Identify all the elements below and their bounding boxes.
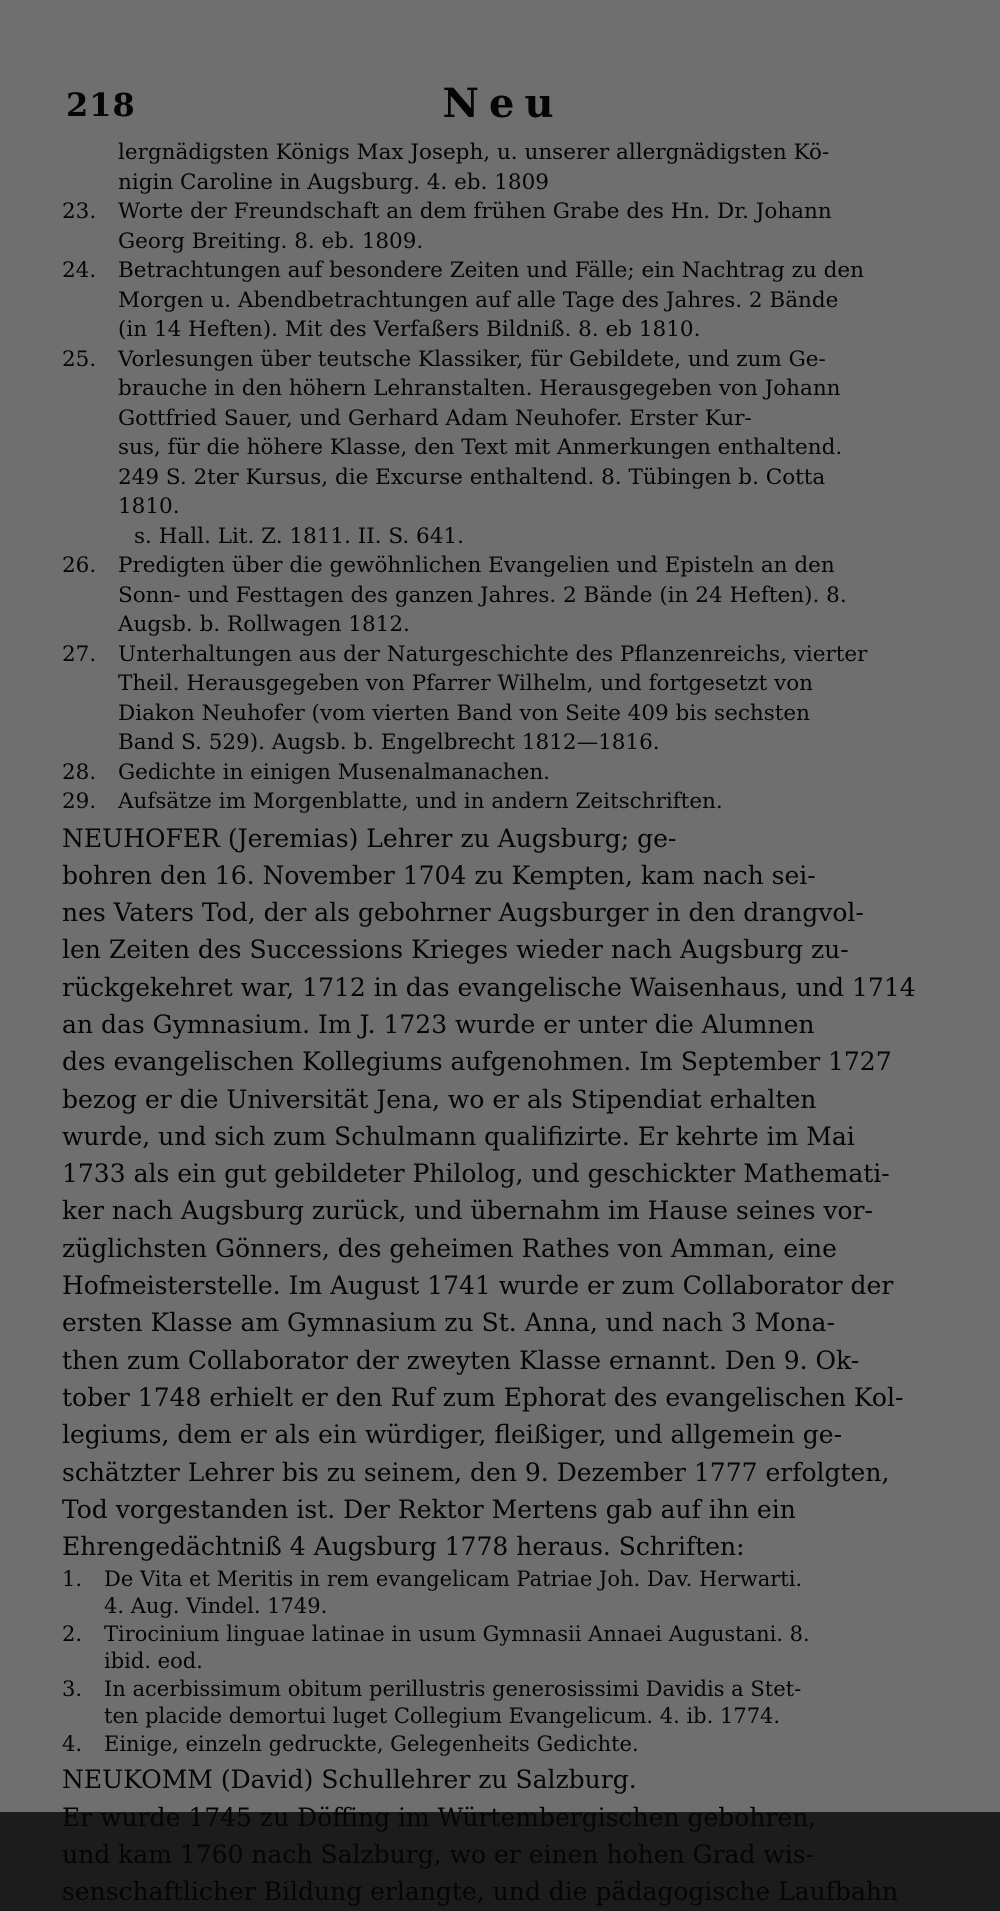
text-line: züglichsten Gönners, des geheimen Rathes von Amman, eine xyxy=(62,1233,837,1263)
text-line: Predigten über die gewöhnlichen Evangelien und Episteln an den xyxy=(118,553,835,578)
text-line: Band S. 529). Augsb. b. Engelbrecht 1812—1816. xyxy=(118,730,660,755)
text-line: Tod vorgestanden ist. Der Rektor Mertens gab auf ihn ein xyxy=(62,1494,796,1524)
text-line: lergnädigsten Königs Max Joseph, u. unserer allergnädigsten Kö- xyxy=(118,140,830,165)
text-line: Hofmeisterstelle. Im August 1741 wurde er zum Collaborator der xyxy=(62,1271,894,1301)
writing-item xyxy=(62,1676,956,1730)
text-line: ker nach Augsburg zurück, und übernahm im Hause seines vor- xyxy=(62,1196,873,1226)
text-line: Worte der Freundschaft an dem frühen Grabe des Hn. Dr. Johann xyxy=(118,199,832,224)
item-number: 4. xyxy=(62,1732,83,1757)
text-line: Sonn- und Festtagen des ganzen Jahres. 2 Bände (in 24 Heften). 8. xyxy=(118,582,847,608)
text-line: Einige, einzeln gedruckte, Gelegenheits Gedichte. xyxy=(104,1732,639,1757)
text-line: nigin Caroline in Augsburg. 4. eb. 1809 xyxy=(118,169,549,195)
text-line: sus, für die höhere Klasse, den Text mit Anmerkungen enthaltend. xyxy=(118,435,843,460)
text-line: 1733 als ein gut gebildeter Philolog, und geschickter Mathemati- xyxy=(62,1159,890,1189)
item-number: 2. xyxy=(62,1622,83,1647)
running-head: Neu xyxy=(442,80,564,127)
text-line: len Zeiten des Successions Krieges wieder nach Augsburg zu- xyxy=(62,935,849,965)
list-item-continuation xyxy=(62,138,956,197)
biography-neukomm xyxy=(62,1761,956,1910)
text-line: Vorlesungen über teutsche Klassiker, für Gebildete, und zum Ge- xyxy=(118,346,826,372)
text-line: schätzter Lehrer bis zu seinem, den 9. Dezember 1777 erfolgten, xyxy=(62,1457,890,1487)
text-line: then zum Collaborator der zweyten Klasse ernannt. Den 9. Ok- xyxy=(62,1345,860,1375)
item-number: 24. xyxy=(62,258,97,283)
text-line: an das Gymnasium. Im J. 1723 wurde er unter die Alumnen xyxy=(62,1009,815,1039)
text-line: des evangelischen Kollegiums aufgenohmen. Im September 1727 xyxy=(62,1047,892,1077)
list-item xyxy=(62,640,956,758)
page-number: 218 xyxy=(66,86,136,124)
item-number: 27. xyxy=(62,641,97,667)
text-line: nes Vaters Tod, der als gebohrner Augsburger in den drangvol- xyxy=(62,898,864,928)
text-line: tober 1748 erhielt er den Ruf zum Ephorat des evangelischen Kol- xyxy=(62,1382,904,1412)
item-number: 26. xyxy=(62,553,97,578)
text-line: 249 S. 2ter Kursus, die Excurse enthaltend. 8. Tübingen b. Cotta xyxy=(118,464,826,490)
text-line: In acerbissimum obitum perillustris generosissimi Davidis a Stet- xyxy=(104,1677,802,1702)
text-line: bohren den 16. November 1704 zu Kempten, kam nach sei- xyxy=(62,860,816,890)
text-line: Theil. Herausgegeben von Pfarrer Wilhelm, und fortgesetzt von xyxy=(118,671,814,696)
item-number: 28. xyxy=(62,759,97,785)
list-item xyxy=(62,787,956,817)
text-line: NEUHOFER (Jeremias) Lehrer zu Augsburg; ge- xyxy=(62,823,677,853)
body-text xyxy=(62,138,956,1911)
item-number: 1. xyxy=(62,1567,83,1592)
text-line: Unterhaltungen aus der Naturgeschichte des Pflanzenreichs, vierter xyxy=(118,641,868,667)
text-line: Aufsätze im Morgenblatte, und in andern Zeitschriften. xyxy=(118,789,723,814)
text-line: ten placide demortui luget Collegium Evangelicum. 4. ib. 1774. xyxy=(104,1704,781,1729)
item-number: 3. xyxy=(62,1677,83,1702)
item-number: 23. xyxy=(62,199,97,224)
review-reference: s. Hall. Lit. Z. 1811. II. S. 641. xyxy=(134,523,464,549)
item-number: 25. xyxy=(62,346,97,372)
writing-item xyxy=(62,1621,956,1675)
text-line: legiums, dem er als ein würdiger, fleißiger, und allgemein ge- xyxy=(62,1420,843,1450)
text-line: ibid. eod. xyxy=(104,1649,203,1674)
biography-neuhofer xyxy=(62,820,956,1566)
text-line: Ehrengedächtniß 4 Augsburg 1778 heraus. Schriften: xyxy=(62,1532,745,1562)
list-item xyxy=(62,197,956,256)
page-header xyxy=(66,80,940,136)
text-line: Tirocinium linguae latinae in usum Gymnasii Annaei Augustani. 8. xyxy=(104,1622,810,1647)
text-line: NEUKOMM (David) Schullehrer zu Salzburg. xyxy=(62,1765,637,1795)
text-line: Betrachtungen auf besondere Zeiten und Fälle; ein Nachtrag zu den xyxy=(118,258,864,283)
text-line: Gedichte in einigen Musenalmanachen. xyxy=(118,759,550,785)
list-item xyxy=(62,551,956,640)
text-line: De Vita et Meritis in rem evangelicam Patriae Joh. Dav. Herwarti. xyxy=(104,1567,803,1592)
text-line: und kam 1760 nach Salzburg, wo er einen hohen Grad wis- xyxy=(62,1840,815,1870)
writing-item xyxy=(62,1566,956,1620)
list-item xyxy=(62,256,956,345)
text-line: 4. Aug. Vindel. 1749. xyxy=(104,1594,328,1619)
text-line: Georg Breiting. 8. eb. 1809. xyxy=(118,228,424,254)
text-line: Morgen u. Abendbetrachtungen auf alle Tage des Jahres. 2 Bände xyxy=(118,287,839,313)
text-line: senschaftlicher Bildung erlangte, und die pädagogische Laufbahn xyxy=(62,1877,899,1907)
text-line: Augsb. b. Rollwagen 1812. xyxy=(118,612,410,637)
text-line: ersten Klasse am Gymnasium zu St. Anna, und nach 3 Mona- xyxy=(62,1308,835,1338)
text-line: Gottfried Sauer, und Gerhard Adam Neuhofer. Erster Kur- xyxy=(118,405,752,431)
text-line: 1810. xyxy=(118,494,180,519)
writing-item xyxy=(62,1731,956,1758)
text-line: Diakon Neuhofer (vom vierten Band von Seite 409 bis sechsten xyxy=(118,700,810,726)
list-item xyxy=(62,345,956,522)
item-number: 29. xyxy=(62,789,97,814)
text-line: Er wurde 1745 zu Döffing im Würtembergischen gebohren, xyxy=(62,1802,817,1832)
text-line: (in 14 Heften). Mit des Verfaßers Bildniß. 8. eb 1810. xyxy=(118,317,701,342)
text-line: brauche in den höhern Lehranstalten. Herausgegeben von Johann xyxy=(118,376,841,401)
text-line: bezog er die Universität Jena, wo er als Stipendiat erhalten xyxy=(62,1084,817,1114)
text-line: rückgekehret war, 1712 in das evangelische Waisenhaus, und 1714 xyxy=(62,972,916,1002)
list-item xyxy=(62,758,956,788)
text-line: wurde, und sich zum Schulmann qualifizirte. Er kehrte im Mai xyxy=(62,1121,855,1151)
